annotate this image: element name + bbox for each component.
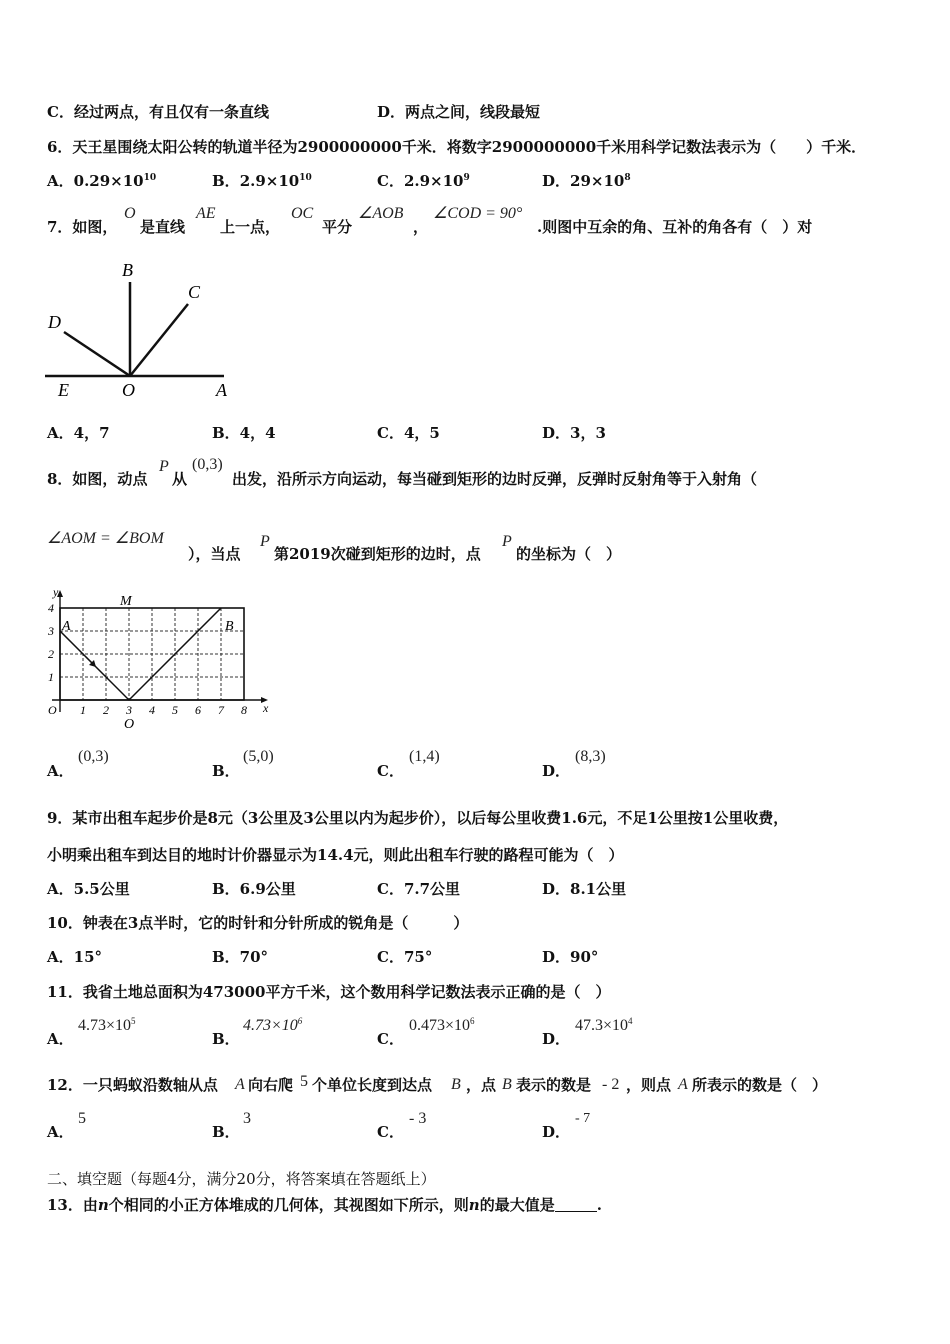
q12-math-5: 5	[300, 1073, 308, 1090]
q8-option-c-label: C．	[377, 762, 404, 780]
q12-option-c-label: C．	[377, 1123, 404, 1141]
label-d: D	[48, 312, 61, 332]
point-m-label: M	[120, 594, 132, 609]
q7-stem-part1: 7．如图，	[47, 218, 118, 236]
q7-stem-part3: 上一点，	[220, 218, 281, 236]
label-e: E	[58, 380, 69, 400]
q6-option-a: A．$0.29\times 10^{10}$	[47, 172, 157, 190]
q7-stem-part6: .则图中互余的角、互补的角各有（ ）对	[537, 218, 813, 236]
label-b: B	[122, 260, 133, 280]
q12-math-neg2: - 2	[602, 1076, 620, 1093]
q9-option-d: D．8.1公里	[542, 880, 627, 898]
q7-stem-part5: ，	[413, 218, 429, 236]
x-tick-6: 6	[195, 703, 201, 717]
x-tick-1: 1	[80, 703, 86, 717]
q8-stem-part3: 出发，沿所示方向运动，每当碰到矩形的边时反弹，反弹时反射角等于入射角（	[232, 470, 758, 488]
q12-stem-part5: 表示的数是	[516, 1076, 592, 1094]
q12-option-d-label: D．	[542, 1123, 571, 1141]
y-tick-4: 4	[48, 601, 54, 615]
origin-label: O	[48, 703, 57, 717]
q12-math-a: A	[235, 1076, 245, 1093]
q10-option-b: B．70°	[212, 948, 269, 966]
q7-option-a: A．4，7	[47, 424, 110, 442]
q12-math-b2: B	[502, 1076, 512, 1093]
q7-math-ae: AE	[196, 205, 216, 222]
q7-option-b: B．4，4	[212, 424, 276, 442]
q8-math-start: (0,3)	[192, 456, 223, 473]
y-tick-3: 3	[48, 624, 54, 638]
q7-math-oc: OC	[291, 205, 314, 222]
q10-option-a: A．15°	[47, 948, 103, 966]
q8-option-d-value: (8,3)	[575, 748, 606, 765]
q12-stem-part7: 所表示的数是（ ）	[692, 1076, 828, 1094]
q8-math-angles: ∠AOM = ∠BOM	[47, 530, 164, 547]
q8-option-d-label: D．	[542, 762, 571, 780]
q11-option-d-label: D．	[542, 1030, 571, 1048]
q11-option-c-value: $0.473\times 10^6$	[409, 1016, 475, 1034]
q12-option-b-label: B．	[212, 1123, 240, 1141]
x-tick-4: 4	[149, 703, 155, 717]
q12-stem-part2: 向右爬	[248, 1076, 294, 1094]
q10-option-c: C．75°	[377, 948, 433, 966]
q9-option-c: C．7.7公里	[377, 880, 461, 898]
x-tick-3: 3	[126, 703, 132, 717]
q8-math-p2: P	[260, 533, 270, 550]
q9-stem-line1: 9．某市出租车起步价是8元（3公里及3公里以内为起步价），以后每公里收费1.6元，不足1公里按1公里收费，	[47, 809, 789, 827]
q6-stem: 6．天王星围绕太阳公转的轨道半径为2900000000千米．将数字2900000000千米用科学记数法表示为（ ）千米．	[47, 138, 867, 156]
y-axis-label: y	[53, 588, 59, 599]
q11-option-b-label: B．	[212, 1030, 240, 1048]
q7-figure	[42, 256, 242, 404]
q12-option-c-value: - 3	[409, 1110, 427, 1127]
q12-option-d-value: - 7	[575, 1111, 591, 1126]
q8-math-p: P	[159, 458, 169, 475]
q8-option-a-value: (0,3)	[78, 748, 109, 765]
q9-option-b: B．6.9公里	[212, 880, 296, 898]
label-o: O	[122, 380, 135, 400]
answer-blank[interactable]	[555, 1197, 597, 1212]
q7-stem-part4: 平分	[322, 218, 353, 236]
y-tick-1: 1	[48, 670, 54, 684]
q7-option-d: D．3，3	[542, 424, 606, 442]
label-a: A	[216, 380, 227, 400]
q12-option-a-value: 5	[78, 1110, 86, 1127]
q13-stem: 13．由n个相同的小正方体堆成的几何体，其视图如下所示，则n的最大值是 .	[47, 1196, 602, 1214]
q5-option-d: D．两点之间，线段最短	[377, 103, 541, 121]
q10-stem: 10．钟表在3点半时，它的时针和分针所成的锐角是（ ）	[47, 914, 469, 932]
q5-option-c: C．经过两点，有且仅有一条直线	[47, 103, 269, 121]
q6-option-d: D．$29\times 10^8$	[542, 172, 631, 190]
q11-option-d-value: $47.3\times 10^4$	[575, 1016, 633, 1034]
label-c: C	[188, 282, 201, 302]
section-heading: 二、填空题（每题4分，满分20分，将答案填在答题纸上）	[47, 1170, 436, 1188]
q7-stem-part2: 是直线	[140, 218, 186, 236]
q8-option-a-label: A．	[47, 762, 74, 780]
q12-stem-part1: 12．一只蚂蚁沿数轴从点	[47, 1076, 218, 1094]
q8-option-b-label: B．	[212, 762, 240, 780]
q12-stem-part6: ，则点	[626, 1076, 672, 1094]
ray-od	[64, 332, 130, 376]
q8-stem-part4: ），当点	[188, 545, 241, 563]
q9-option-a: A．5.5公里	[47, 880, 130, 898]
y-tick-2: 2	[48, 647, 54, 661]
q11-option-a-value: $4.73\times 10^5$	[78, 1016, 136, 1034]
x-tick-7: 7	[218, 703, 224, 717]
q8-stem-part2: 从	[172, 470, 188, 488]
q8-stem-part1: 8．如图，动点	[47, 470, 148, 488]
q12-option-b-value: 3	[243, 1110, 251, 1127]
q7-option-c: C．4，5	[377, 424, 440, 442]
q7-math-angle-aob: ∠AOB	[358, 205, 404, 222]
q7-math-o: O	[124, 205, 136, 222]
q12-option-a-label: A．	[47, 1123, 74, 1141]
q12-stem-part4: ，点	[466, 1076, 497, 1094]
x-tick-2: 2	[103, 703, 109, 717]
q12-stem-part3: 个单位长度到达点	[312, 1076, 433, 1094]
q11-stem: 11．我省土地总面积为473000平方千米，这个数用科学记数法表示正确的是（ ）	[47, 983, 611, 1001]
x-tick-5: 5	[172, 703, 178, 717]
q6-option-b: B．$2.9\times 10^{10}$	[212, 172, 312, 190]
q6-option-c: C．$2.9\times 10^9$	[377, 172, 470, 190]
q12-math-a2: A	[678, 1076, 688, 1093]
q8-option-b-value: (5,0)	[243, 748, 274, 765]
q11-option-c-label: C．	[377, 1030, 404, 1048]
point-b-label: B	[225, 619, 234, 634]
q11-option-a-label: A．	[47, 1030, 74, 1048]
q7-math-angle-cod: ∠COD = 90°	[433, 205, 523, 222]
x-axis-label: x	[263, 701, 269, 715]
q11-option-b-value: $4.73\times 10^6$	[243, 1016, 303, 1034]
q8-option-c-value: (1,4)	[409, 748, 440, 765]
q8-stem-part6: 的坐标为（ ）	[516, 545, 622, 563]
q12-math-b: B	[451, 1076, 461, 1093]
q8-stem-part5: 第2019次碰到矩形的边时，点	[274, 545, 481, 563]
q9-stem-line2: 小明乘出租车到达目的地时计价器显示为14.4元，则此出租车行驶的路程可能为（ ）	[47, 846, 624, 864]
q8-math-p3: P	[502, 533, 512, 550]
ray-oc	[130, 304, 188, 376]
q8-graph	[42, 588, 272, 733]
x-tick-8: 8	[241, 703, 247, 717]
point-o-label: O	[124, 717, 135, 732]
point-a-label: A	[62, 619, 71, 634]
q10-option-d: D．90°	[542, 948, 599, 966]
